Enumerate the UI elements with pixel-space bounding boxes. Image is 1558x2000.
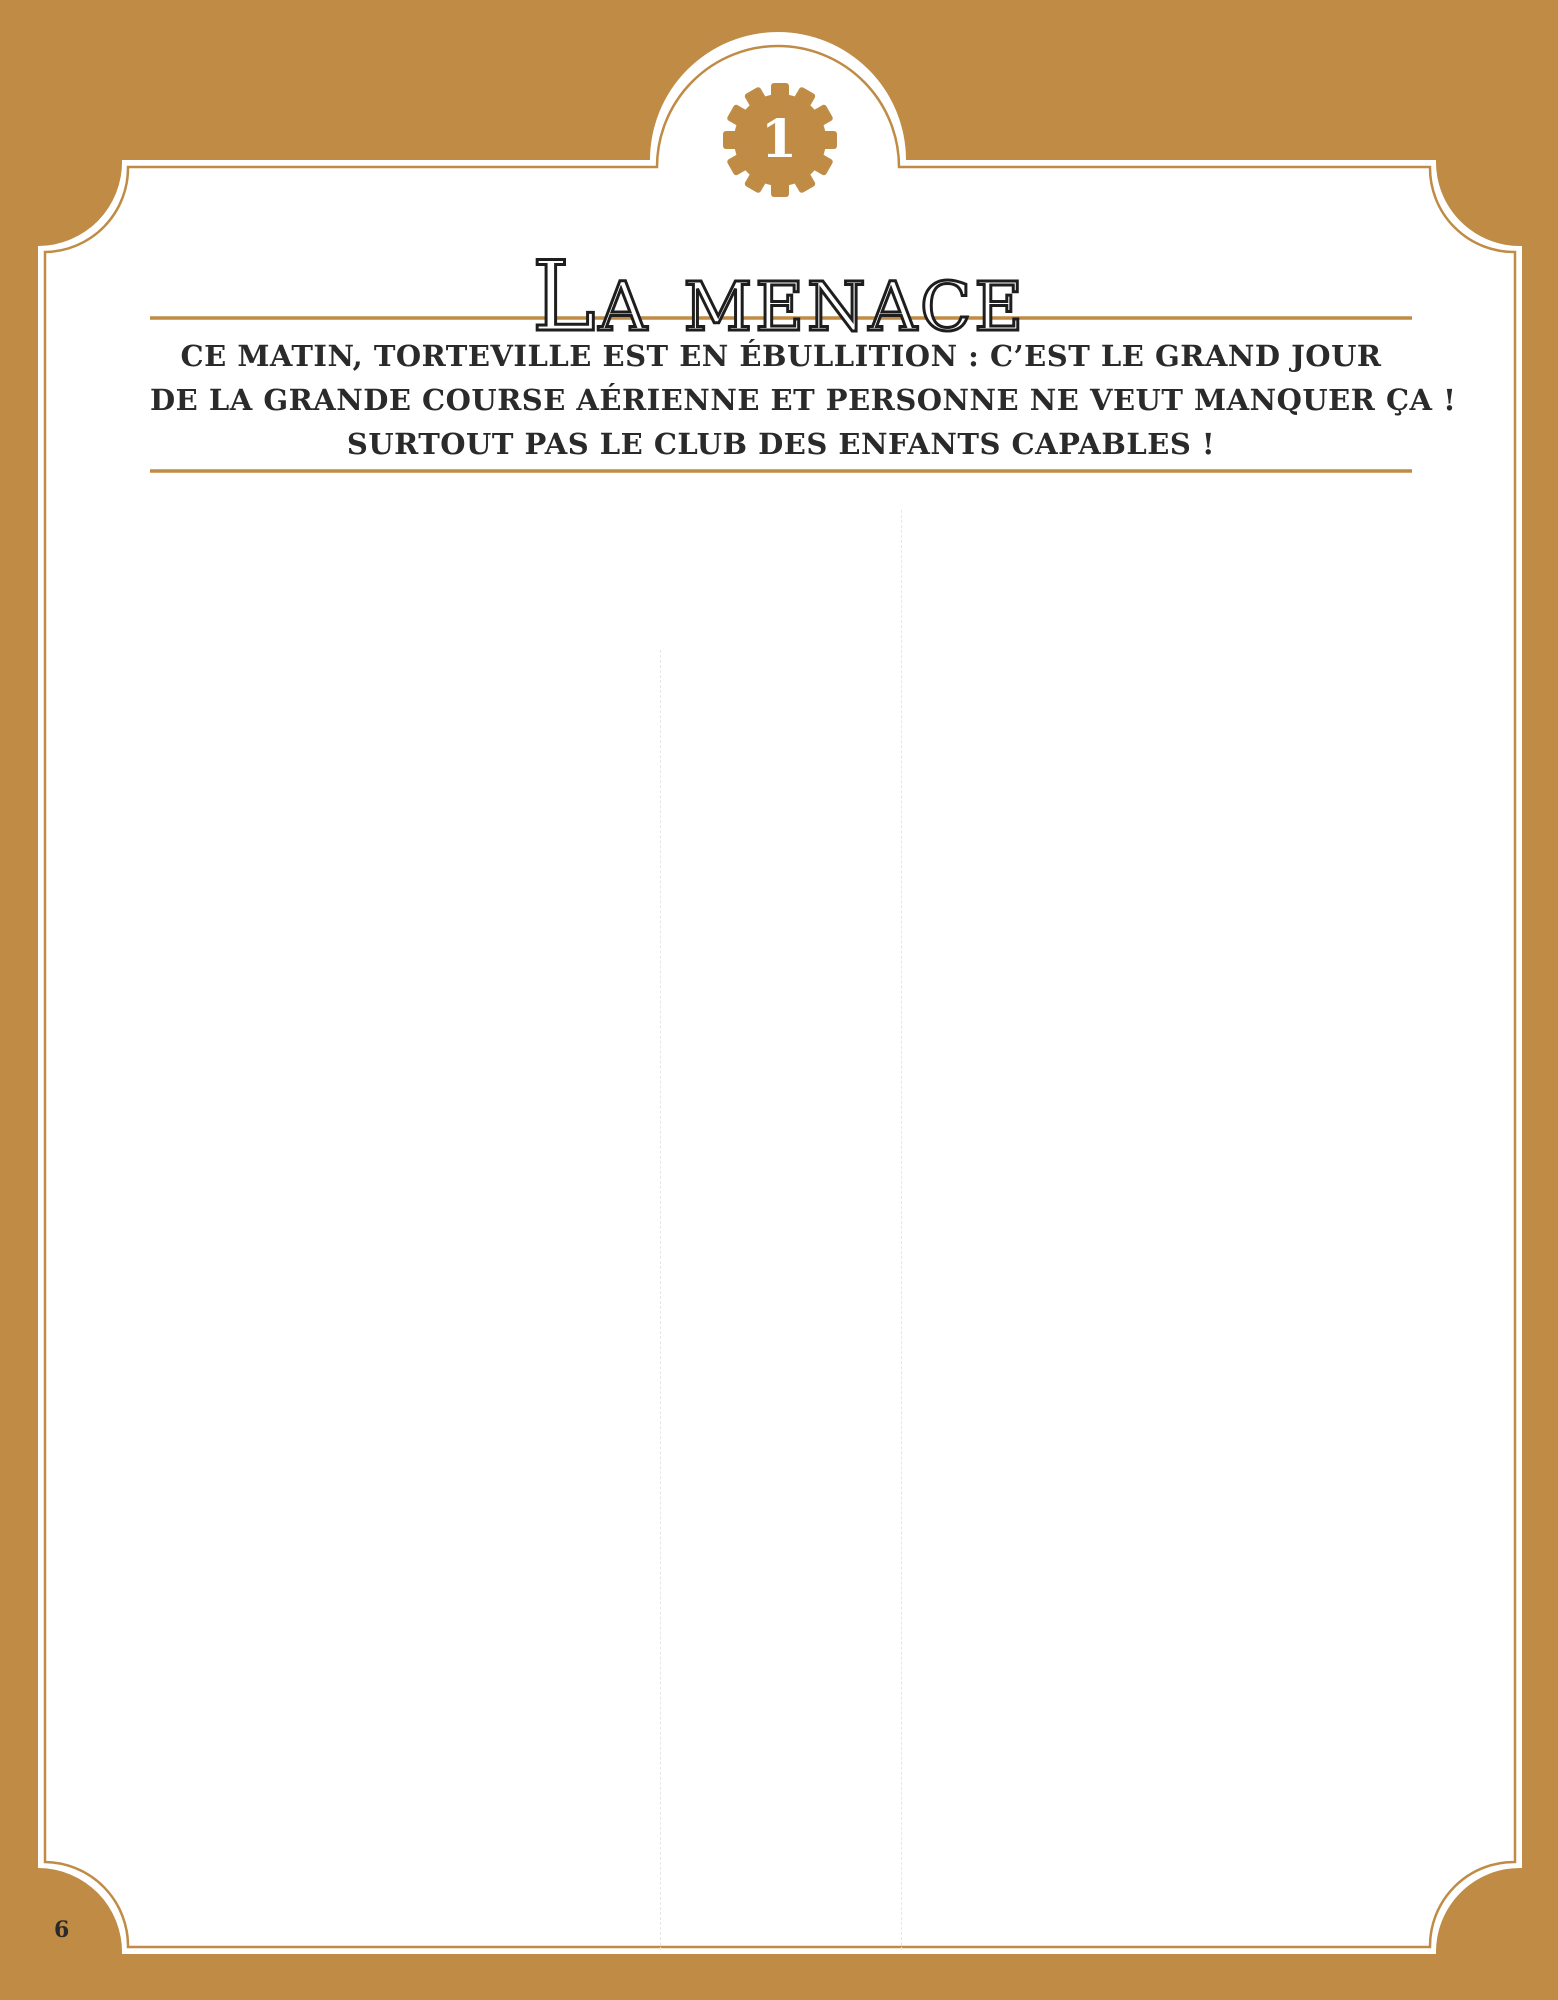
intro-line: SURTOUT PAS LE CLUB DES ENFANTS CAPABLES ! xyxy=(346,427,1216,461)
page-number: 6 xyxy=(54,1917,70,1943)
chapter-number: 1 xyxy=(760,109,798,170)
intro-line: DE LA GRANDE COURSE AÉRIENNE ET PERSONNE NE VEUT MANQUER ÇA ! xyxy=(150,383,1457,417)
intro-line: CE MATIN, TORTEVILLE EST EN ÉBULLITION : C’EST LE GRAND JOUR xyxy=(180,339,1382,373)
column-guide xyxy=(660,650,661,1950)
chapter-title: La menace xyxy=(531,241,1027,354)
column-guide xyxy=(901,510,902,1950)
chapter-intro xyxy=(150,334,1457,466)
